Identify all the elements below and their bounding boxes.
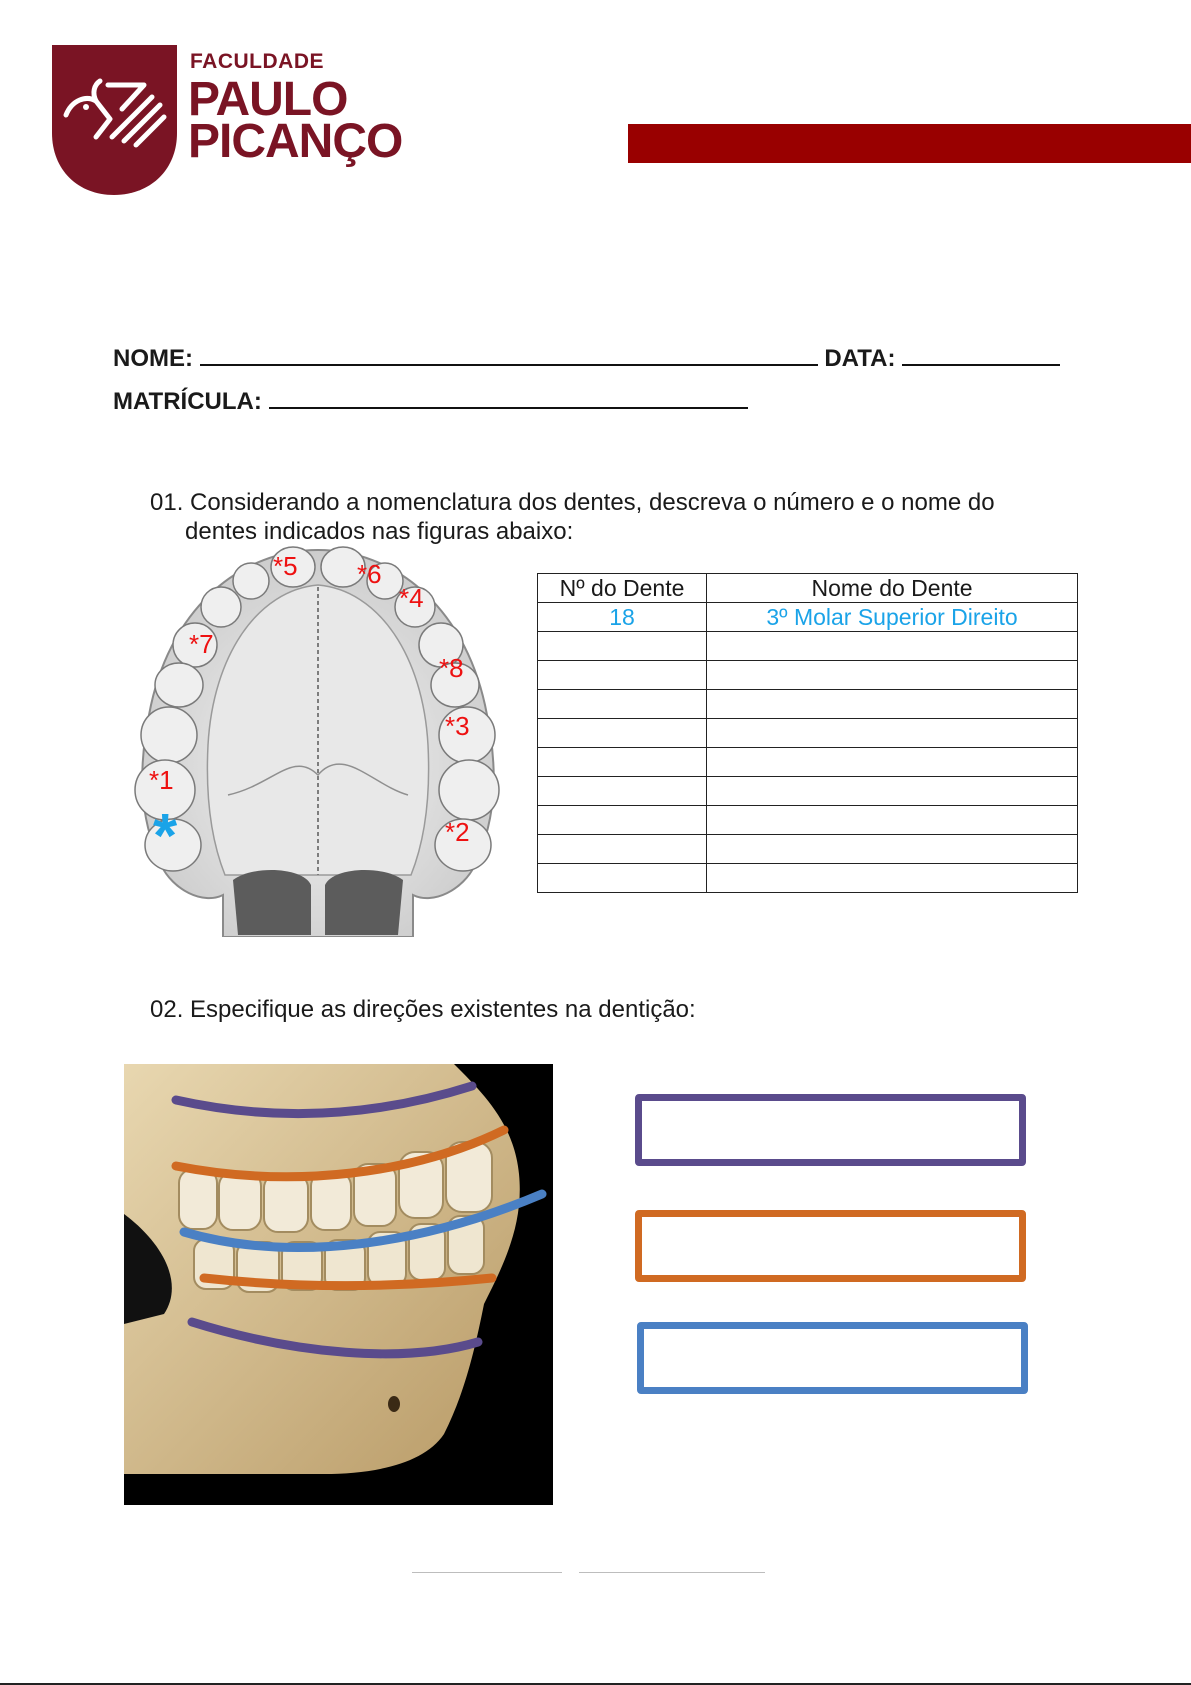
direction-answer-box-purple[interactable] — [635, 1094, 1026, 1166]
direction-answer-box-orange[interactable] — [635, 1210, 1026, 1282]
table-row — [538, 719, 1078, 748]
example-tooth-number: 18 — [538, 603, 707, 632]
marker-7: *7 — [189, 629, 214, 659]
college-logo-shield-icon — [52, 45, 177, 195]
tooth-name-cell[interactable] — [707, 690, 1078, 719]
table-row-example — [538, 603, 1078, 632]
marker-4: *4 — [399, 583, 424, 613]
marker-8: *8 — [439, 653, 464, 683]
question-1-number: 01. — [150, 489, 184, 516]
registration-label: MATRÍCULA: — [113, 388, 262, 415]
date-label: DATA: — [824, 345, 896, 372]
tooth-number-cell[interactable] — [538, 690, 707, 719]
marker-6: *6 — [357, 559, 382, 589]
marker-5: *5 — [273, 551, 298, 581]
tooth-number-cell[interactable] — [538, 806, 707, 835]
table-row — [538, 690, 1078, 719]
maxillary-arch-figure — [133, 545, 503, 937]
tooth-number-cell[interactable] — [538, 835, 707, 864]
registration-input-line[interactable] — [269, 389, 748, 409]
marker-2: *2 — [445, 817, 470, 847]
marker-3: *3 — [445, 711, 470, 741]
question-1-prompt: Considerando a nomenclatura dos dentes, descreva o número e o nome do — [190, 489, 995, 516]
question-1-text — [150, 488, 1064, 517]
tooth-name-cell[interactable] — [707, 806, 1078, 835]
brand-name-line2: PICANÇO — [188, 115, 403, 168]
tooth-number-cell[interactable] — [538, 719, 707, 748]
tooth-number-cell[interactable] — [538, 748, 707, 777]
table-header-row — [538, 574, 1078, 603]
marker-1: *1 — [149, 765, 174, 795]
tooth-number-cell[interactable] — [538, 864, 707, 893]
brand-name-line1: PAULO — [188, 73, 348, 126]
direction-answer-box-blue[interactable] — [637, 1322, 1028, 1394]
footer-divider-right — [579, 1572, 765, 1573]
table-row — [538, 748, 1078, 777]
header-tooth-name: Nome do Dente — [707, 574, 1078, 603]
example-tooth-name: 3º Molar Superior Direito — [707, 603, 1078, 632]
tooth-name-cell[interactable] — [707, 719, 1078, 748]
table-row — [538, 632, 1078, 661]
tooth-name-cell[interactable] — [707, 661, 1078, 690]
tooth-name-cell[interactable] — [707, 864, 1078, 893]
question-2-text — [150, 995, 696, 1024]
question-2-number: 02. — [150, 996, 184, 1023]
brand-faculdade: FACULDADE — [190, 50, 324, 73]
date-input-line[interactable] — [902, 346, 1060, 366]
tooth-number-cell[interactable] — [538, 777, 707, 806]
question-2-prompt: Especifique as direções existentes na dentição: — [190, 996, 696, 1023]
header-tooth-number: Nº do Dente — [538, 574, 707, 603]
name-input-line[interactable] — [200, 346, 818, 366]
header-accent-bar — [628, 124, 1191, 163]
tooth-name-cell[interactable] — [707, 748, 1078, 777]
registration-field-row — [113, 388, 748, 416]
marker-example-asterisk: * — [153, 802, 178, 871]
table-row — [538, 777, 1078, 806]
question-1-prompt-cont: dentes indicados nas figuras abaixo: — [185, 518, 574, 545]
table-row — [538, 835, 1078, 864]
tooth-name-cell[interactable] — [707, 835, 1078, 864]
table-row — [538, 864, 1078, 893]
teeth-table — [537, 573, 1078, 893]
footer-divider-left — [412, 1572, 562, 1573]
tooth-number-cell[interactable] — [538, 661, 707, 690]
table-row — [538, 661, 1078, 690]
tooth-name-cell[interactable] — [707, 632, 1078, 661]
table-row — [538, 806, 1078, 835]
tooth-name-cell[interactable] — [707, 777, 1078, 806]
jaw-teeth-photo — [124, 1064, 553, 1505]
tooth-number-cell[interactable] — [538, 632, 707, 661]
name-label: NOME: — [113, 345, 193, 372]
name-field-row — [113, 345, 1060, 373]
